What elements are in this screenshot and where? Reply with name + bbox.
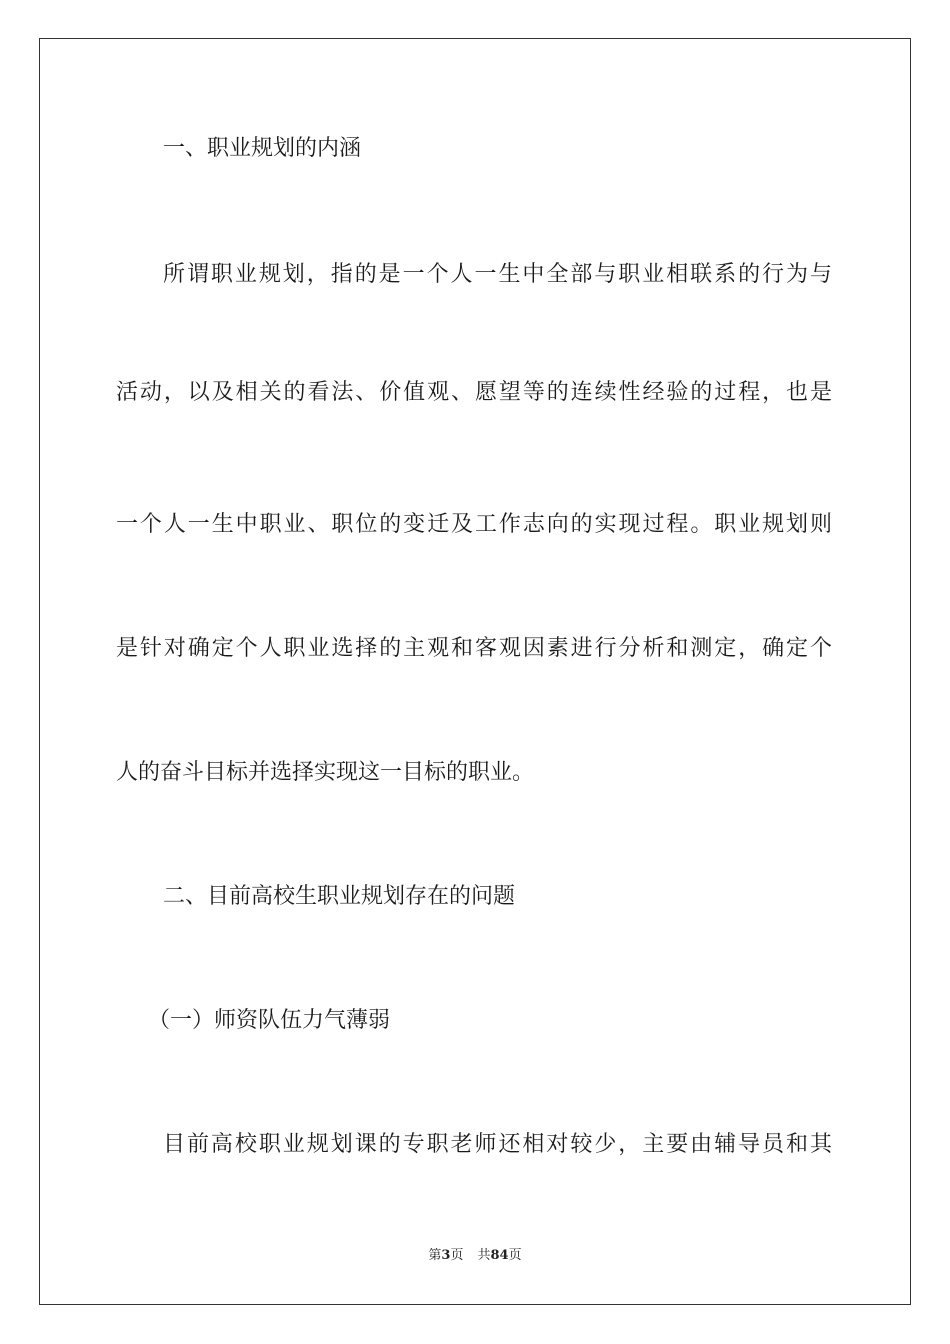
section-heading-1: 一、职业规划的内涵 <box>163 136 362 161</box>
page-footer <box>0 1247 950 1265</box>
paragraph-1-line-4: 是针对确定个人职业选择的主观和客观因素进行分析和测定，确定个 <box>116 636 832 661</box>
paragraph-2-line-1: 目前高校职业规划课的专职老师还相对较少，主要由辅导员和其 <box>163 1132 832 1157</box>
page-number: 3 <box>441 1248 451 1263</box>
paragraph-1-line-1: 所谓职业规划，指的是一个人一生中全部与职业相联系的行为与 <box>163 262 832 287</box>
paragraph-1-line-3: 一个人一生中职业、职位的变迁及工作志向的实现过程。职业规划则 <box>116 512 832 537</box>
paragraph-1-line-2: 活动，以及相关的看法、价值观、愿望等的连续性经验的过程，也是 <box>116 380 832 405</box>
page-suffix: 页 <box>450 1248 464 1263</box>
subsection-heading-1: （一）师资队伍力气薄弱 <box>148 1008 391 1033</box>
page-border <box>39 38 911 1305</box>
total-prefix: 共 <box>477 1248 491 1263</box>
total-suffix: 页 <box>508 1248 522 1263</box>
total-pages: 84 <box>490 1248 509 1263</box>
paragraph-1-line-5: 人的奋斗目标并选择实现这一目标的职业。 <box>116 760 535 785</box>
section-heading-2: 二、目前高校生职业规划存在的问题 <box>163 884 516 909</box>
page-prefix: 第 <box>428 1248 442 1263</box>
